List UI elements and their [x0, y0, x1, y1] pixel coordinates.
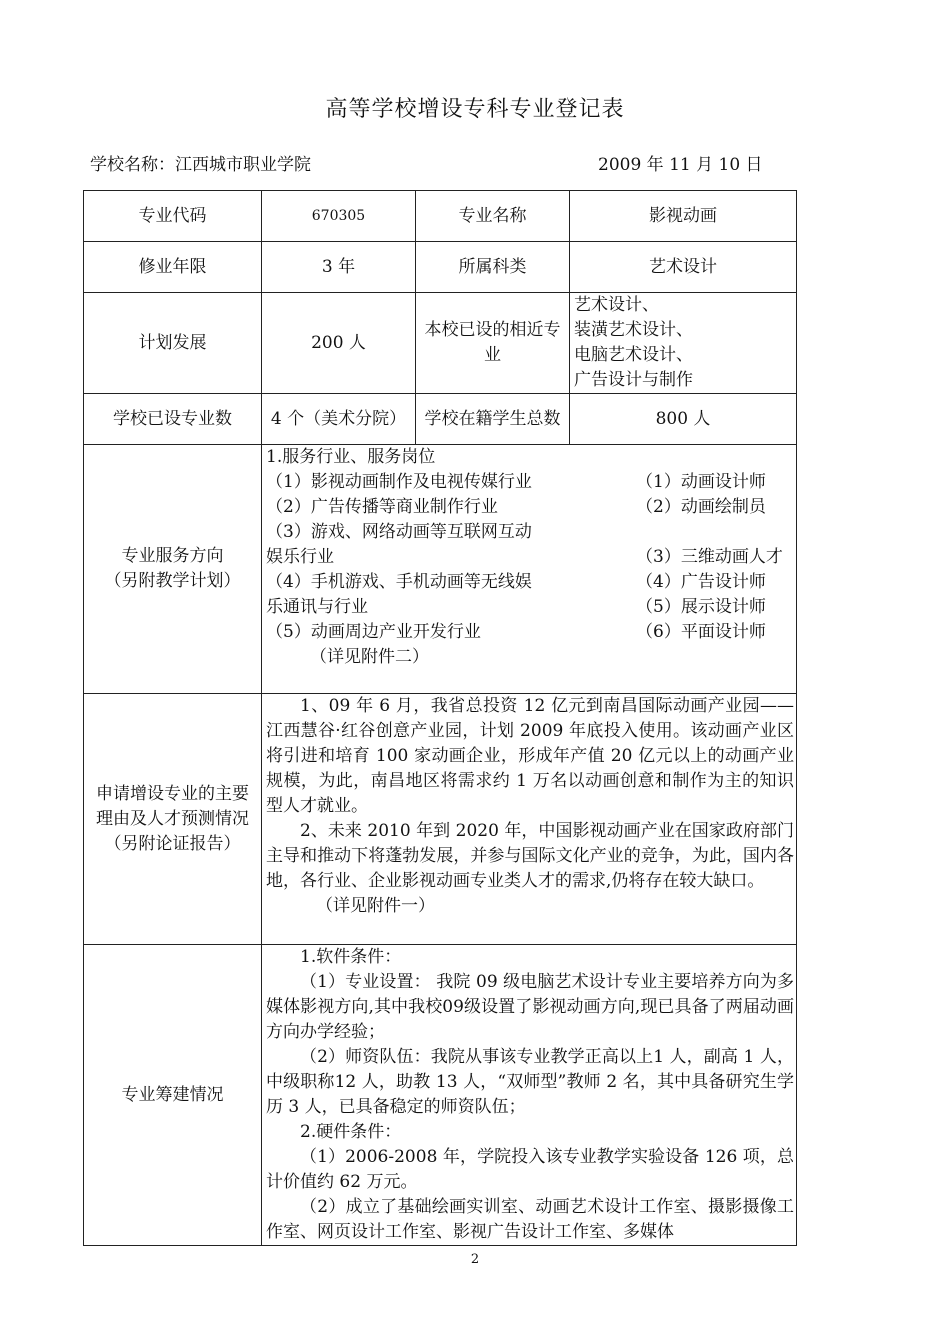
service-direction-label — [84, 445, 262, 694]
industry-item: 娱乐行业 — [266, 547, 334, 567]
industry-item: （3）游戏、网络动画等互联网互动 — [266, 522, 532, 542]
major-name-value: 影视动画 — [570, 191, 797, 242]
form-title: 高等学校增设专科专业登记表 — [325, 97, 625, 122]
position-item: （4）广告设计师 — [636, 572, 766, 592]
related-major-item: 电脑艺术设计、 — [574, 345, 693, 365]
position-item: （2）动画绘制员 — [636, 497, 766, 517]
category-label: 所属科类 — [416, 242, 570, 293]
row-plan — [84, 293, 797, 394]
preparation-label: 专业筹建情况 — [84, 945, 262, 1246]
preparation-paragraph: （2）成立了基础绘画实训室、动画艺术设计工作室、摄影摄像工作室、网页设计工作室、影视广告设计工作室、多媒体 — [266, 1197, 794, 1242]
position-item: （5）展示设计师 — [636, 597, 766, 617]
preparation-paragraph: （1）专业设置： 我院 09 级电脑艺术设计专业主要培养方向为多媒体影视方向,其中我校09级设置了影视动画方向,现已具备了两届动画方向办学经验； — [266, 972, 794, 1042]
reasons-content — [262, 694, 797, 945]
preparation-paragraph: （1）2006-2008 年，学院投入该专业教学实验设备 126 项，总计价值约 62 万元。 — [266, 1147, 794, 1192]
category-value: 艺术设计 — [570, 242, 797, 293]
industry-item: 乐通讯与行业 — [266, 597, 368, 617]
related-majors-label: 本校已设的相近专业 — [416, 293, 570, 394]
major-code-label: 专业代码 — [84, 191, 262, 242]
major-name-label: 专业名称 — [416, 191, 570, 242]
major-code-value: 670305 — [262, 191, 416, 242]
position-item: （1）动画设计师 — [636, 472, 766, 492]
related-major-item: 广告设计与制作 — [574, 370, 693, 390]
related-major-item: 艺术设计、 — [574, 295, 659, 315]
reasons-label: 申请增设专业的主要理由及人才预测情况（另附论证报告） — [84, 694, 262, 945]
industry-item: （4）手机游戏、手机动画等无线娱 — [266, 572, 532, 592]
position-item: （6）平面设计师 — [636, 622, 766, 642]
industry-item: （2）广告传播等商业制作行业 — [266, 497, 498, 517]
student-total-value: 800 人 — [570, 394, 797, 445]
row-service — [84, 445, 797, 694]
school-name: 学校名称：江西城市职业学院 — [90, 155, 311, 175]
hardware-heading: 2.硬件条件： — [300, 1122, 402, 1142]
related-majors-list — [570, 293, 797, 394]
student-total-label: 学校在籍学生总数 — [416, 394, 570, 445]
form-date: 2009 年 11 月 10 日 — [598, 155, 763, 175]
plan-value: 200 人 — [262, 293, 416, 394]
row-reasons — [84, 694, 797, 945]
row-duration — [84, 242, 797, 293]
page-number: 2 — [470, 1252, 480, 1267]
existing-majors-label: 学校已设专业数 — [84, 394, 262, 445]
industry-item: （1）影视动画制作及电视传媒行业 — [266, 472, 532, 492]
service-note: （详见附件二） — [310, 647, 429, 667]
existing-majors-value: 4 个（美术分院） — [262, 394, 416, 445]
registration-table — [83, 190, 797, 1246]
reasons-paragraph-2: 2、未来 2010 年到 2020 年，中国影视动画产业在国家政府部门主导和推动下将蓬勃发展，并参与国际文化产业的竞争，为此，国内各地，各行业、企业影视动画专业类人才的需求,仍将存在较大缺口。 — [266, 821, 794, 891]
preparation-content — [262, 945, 797, 1246]
duration-label: 修业年限 — [84, 242, 262, 293]
service-label-sub: （另附教学计划） — [104, 571, 241, 591]
industry-item: （5）动画周边产业开发行业 — [266, 622, 481, 642]
preparation-paragraph: （2）师资队伍：我院从事该专业教学正高以上1 人，副高 1 人，中级职称12 人，助教 13 人，“双师型”教师 2 名，其中具备研究生学历 3 人，已具备稳定的师资队伍； — [266, 1047, 794, 1117]
duration-value: 3 年 — [262, 242, 416, 293]
reasons-note: （详见附件一） — [316, 896, 435, 916]
reasons-paragraph-1: 1、09 年 6 月，我省总投资 12 亿元到南昌国际动画产业园——江西慧谷·红谷创意产业园，计划 2009 年底投入使用。该动画产业区将引进和培育 100 家动画企业，形成年产值 20 亿元以上的动画产业规模，为此，南昌地区将需求约 1 万名以动画创意和制作为主的知识型人才就业。 — [266, 696, 794, 816]
software-heading: 1.软件条件： — [300, 947, 402, 967]
position-item: （3）三维动画人才 — [636, 547, 783, 567]
service-heading: 1.服务行业、服务岗位 — [266, 447, 436, 467]
service-label-main: 专业服务方向 — [121, 546, 224, 566]
related-major-item: 装潢艺术设计、 — [574, 320, 693, 340]
row-major-code — [84, 191, 797, 242]
plan-label: 计划发展 — [84, 293, 262, 394]
service-direction-content — [262, 445, 797, 694]
row-preparation — [84, 945, 797, 1246]
row-existing — [84, 394, 797, 445]
